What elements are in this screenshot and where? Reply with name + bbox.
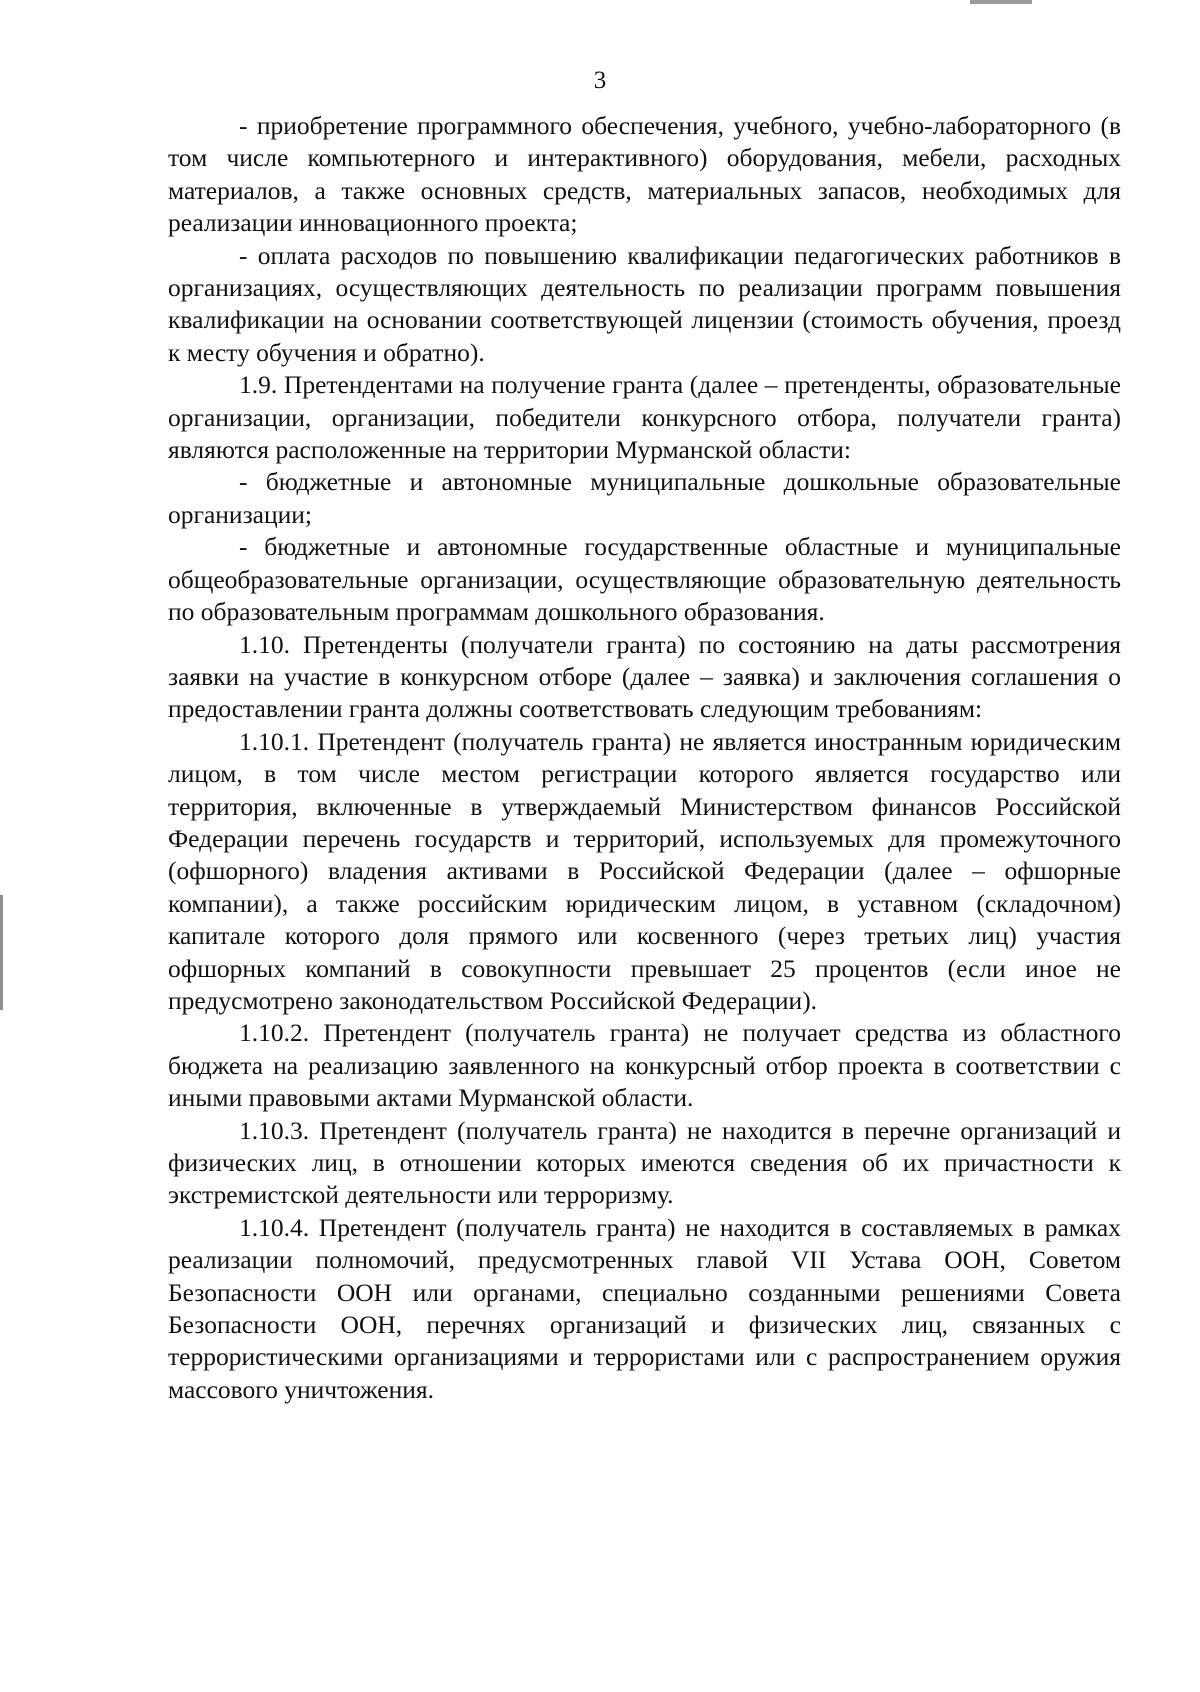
- paragraph-1-10: 1.10. Претенденты (получатели гранта) по состоянию на даты рассмотрения заявки на участие в конкурсном отборе (далее – заявка) и заключения соглашения о предоставлении гранта должны соответствовать следующим требованиям:: [168, 629, 1121, 724]
- paragraph-software-purchase: - приобретение программного обеспечения, учебного, учебно-лабораторного (в том числе компьютерного и интерактивного) оборудования, мебели, расходных материалов, а также основных средств, материальных запасов, необходимых для реализации инновационного проекта;: [168, 111, 1121, 238]
- paragraph-1-9: 1.9. Претендентами на получение гранта (далее – претенденты, образовательные организации, организации, победители конкурсного отбора, получатели гранта) являются расположенные на территории Мурманской области:: [168, 370, 1121, 465]
- paragraph-training-costs: - оплата расходов по повышению квалификации педагогических работников в организациях, осуществляющих деятельность по реализации программ повышения квалификации на основании соответствующей лицензии (стоимость обучения, проезд к месту обучения и обратно).: [168, 240, 1121, 367]
- paragraph-1-10-2: 1.10.2. Претендент (получатель гранта) не получает средства из областного бюджета на реализацию заявленного на конкурсный отбор проекта в соответствии с иными правовыми актами Мурманской области.: [168, 1018, 1121, 1113]
- paragraph-general-education-orgs: - бюджетные и автономные государственные областные и муниципальные общеобразовательные организации, осуществляющие образовательную деятельность по образовательным программам дошкольного образования.: [168, 532, 1121, 627]
- scan-edge-mark-left: [0, 895, 3, 1010]
- scan-edge-mark: [970, 0, 1032, 4]
- paragraph-preschool-orgs: - бюджетные и автономные муниципальные дошкольные образовательные организации;: [168, 467, 1121, 529]
- document-body: [168, 110, 1121, 1406]
- paragraph-1-10-3: 1.10.3. Претендент (получатель гранта) не находится в перечне организаций и физических лиц, в отношении которых имеются сведения об их причастности к экстремистской деятельности или терроризму.: [168, 1115, 1121, 1210]
- paragraph-1-10-4: 1.10.4. Претендент (получатель гранта) не находится в составляемых в рамках реализации полномочий, предусмотренных главой VII Устава ООН, Советом Безопасности ООН или органами, специально созданными решениями Совета Безопасности ООН, перечнях организаций и физических лиц, связанных с террористическими организациями и террористами или с распространением оружия массового уничтожения.: [168, 1212, 1121, 1404]
- paragraph-1-10-1: 1.10.1. Претендент (получатель гранта) не является иностранным юридическим лицом, в том числе местом регистрации которого является государство или территория, включенные в утверждаемый Министерством финансов Российской Федерации перечень государств и территорий, используемых для промежуточного (офшорного) владения активами в Российской Федерации (далее – офшорные компании), а также российским юридическим лицом, в уставном (складочном) капитале которого доля прямого или косвенного (через третьих лиц) участия офшорных компаний в совокупности превышает 25 процентов (если иное не предусмотрено законодательством Российской Федерации).: [168, 726, 1121, 1015]
- page-number: 3: [593, 67, 607, 94]
